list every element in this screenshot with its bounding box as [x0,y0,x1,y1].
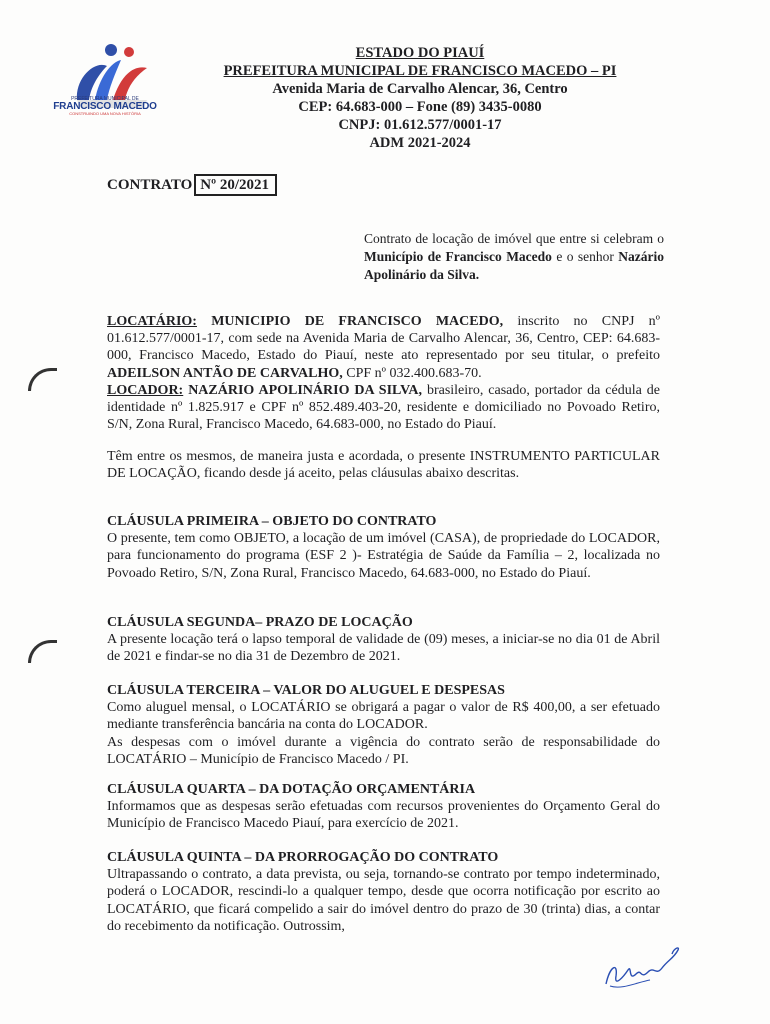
clause-body: Ultrapassando o contrato, a data prevista, ou seja, tornando-se contrato por tempo indeterminado, poderá o LOCADOR, rescindi-lo a qualquer tempo, desde que ocorra notificação por escrito ao LOCATÁRIO, que ficará compelido a sair do imóvel dentro do prazo de 30 (trinta) dias, a contar do recebimento da notificação. Outrossim, [107,867,660,934]
clause-3 [107,682,660,768]
intro-paragraph: Têm entre os mesmos, de maneira justa e acordada, o presente INSTRUMENTO PARTICULAR DE LOCAÇÃO, ficando desde já aceito, pelas cláusulas abaixo descritas. [107,449,660,482]
clause-2 [107,614,660,666]
administration: ADM 2021-2024 [369,135,471,151]
clause-body-2: As despesas com o imóvel durante a vigência do contrato serão de responsabilidade do LOCATÁRIO – Município de Francisco Macedo / PI. [107,734,660,767]
locatario-name: MUNICIPIO DE FRANCISCO MACEDO, [211,314,504,329]
summary-municipality: Município de Francisco Macedo [364,249,552,264]
prefeitura-logo [55,38,165,148]
summary-text: Contrato de locação de imóvel que entre si celebram o [364,231,664,246]
locatario-label: LOCATÁRIO: [107,314,197,329]
clause-title: CLÁUSULA QUARTA – DA DOTAÇÃO ORÇAMENTÁRIA [107,782,476,797]
prefeito-name: ADEILSON ANTÃO DE CARVALHO, [107,365,343,381]
logo-line1: PREFEITURA MUNICIPAL DE [71,96,139,102]
clause-5 [107,849,660,935]
summary-text-2: e o senhor [551,249,619,264]
cnpj: CNPJ: 01.612.577/0001-17 [338,117,502,133]
summary-landlord: Nazário Apolinário da Silva. [364,249,665,282]
clause-body: A presente locação terá o lapso temporal de validade de (09) meses, a iniciar-se no dia 01 de Abril de 2021 e findar-se no dia 31 de Dezembro de 2021. [107,632,660,665]
punch-mark [28,368,57,391]
clause-4 [107,781,660,833]
logo-line2: FRANCISCO MACEDO [53,101,157,112]
clause-body: Como aluguel mensal, o LOCATÁRIO se obrigará a pagar o valor de R$ 400,00, a ser efetuado mediante transferência bancária na conta do LOCADOR. [107,700,660,733]
locador-name: NAZÁRIO APOLINÁRIO DA SILVA, [188,382,423,398]
signature [598,936,688,996]
clause-title: CLÁUSULA PRIMEIRA – OBJETO DO CONTRATO [107,514,437,529]
address: Avenida Maria de Carvalho Alencar, 36, Centro [272,81,568,97]
locatario-details: inscrito no CNPJ nº 01.612.577/0001-17, com sede na Avenida Maria de Carvalho Alencar, 36, Centro, CEP: 64.683-000, Francisco Macedo, Estado do Piauí, neste ato representado por seu titular, o prefeito [107,314,661,364]
prefeitura-name: PREFEITURA MUNICIPAL DE FRANCISCO MACEDO – PI [223,63,617,79]
parties-paragraph [107,313,660,433]
clause-title: CLÁUSULA TERCEIRA – VALOR DO ALUGUEL E DESPESAS [107,683,505,698]
contract-title [107,177,277,194]
state-name: ESTADO DO PIAUÍ [355,45,485,61]
clause-title: CLÁUSULA SEGUNDA– PRAZO DE LOCAÇÃO [107,615,413,630]
clause-body: Informamos que as despesas serão efetuadas com recursos provenientes do Orçamento Geral do Município de Francisco Macedo Piauí, para exercício de 2021. [107,799,660,832]
contract-label: CONTRATO [107,177,193,193]
cep-phone: CEP: 64.683-000 – Fone (89) 3435-0080 [298,99,542,115]
clause-1 [107,513,660,582]
contract-summary [364,230,664,284]
prefeito-cpf: CPF nº 032.400.683-70. [342,365,482,381]
locador-details: brasileiro, casado, portador da cédula de identidade nº 1.825.917 e CPF nº 852.489.403-20, residente e domiciliado no Povoado Retiro, S/N, Zona Rural, Francisco Macedo, 64.683-000, no Estado do Piauí. [107,382,660,433]
clause-title: CLÁUSULA QUINTA – DA PRORROGAÇÃO DO CONTRATO [107,850,499,865]
letterhead [150,44,690,152]
locador-label: LOCADOR: [107,382,184,398]
clause-body: O presente, tem como OBJETO, a locação de um imóvel (CASA), de propriedade do LOCADOR, para funcionamento do programa (ESF 2 )- Estratégia de Saúde da Família – 2, localizada no Povoado Retiro, S/N, Zona Rural, Francisco Macedo, 64.683-000, no Estado do Piauí. [107,531,660,581]
logo-caption [52,97,158,116]
contract-number: Nº 20/2021 [194,174,277,196]
punch-mark [28,640,57,663]
logo-line3: CONSTRUINDO UMA NOVA HISTÓRIA [69,111,141,116]
